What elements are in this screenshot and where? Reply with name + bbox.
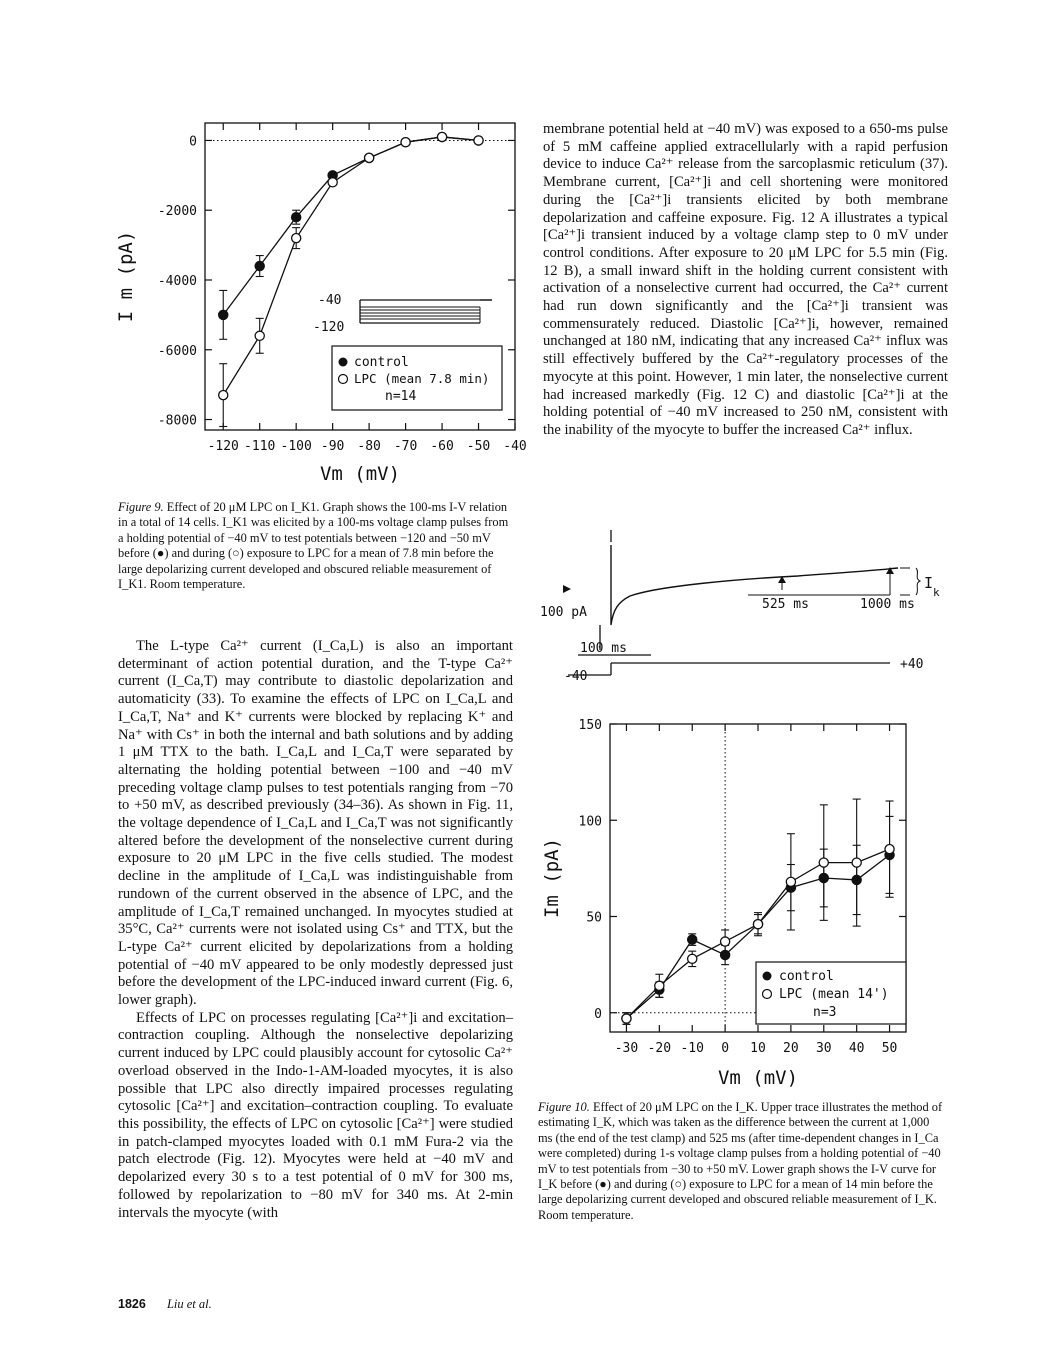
- data-point-lpc: [885, 845, 894, 854]
- data-point-control: [688, 935, 697, 944]
- legend-control-marker: [339, 358, 348, 367]
- fig9-inset-label-hold: -40: [318, 293, 342, 308]
- fig9-legend-n: n=14: [385, 389, 417, 404]
- trace-ik-label: I: [924, 574, 934, 592]
- legend-lpc-marker: [763, 990, 772, 999]
- right-column-text: [543, 121, 948, 440]
- data-point-lpc: [622, 1014, 631, 1023]
- series-line-control: [223, 137, 478, 315]
- y-tick-label: 150: [578, 718, 602, 733]
- trace-ik-subscript: k: [933, 586, 940, 599]
- y-axis-label: Im (pA): [541, 837, 563, 919]
- data-point-lpc: [753, 920, 762, 929]
- y-tick-label: 0: [189, 134, 197, 150]
- paragraph-caffeine: membrane potential held at −40 mV) was exposed to a 650-ms pulse of 5 mM caffeine applied extracellularly with a rapid perfusion device to induce Ca²⁺ release from the sarcoplasmic reticulum (37). Membrane current, [Ca²⁺]i and cell shortening were monitored during the [Ca²⁺]i transients elicited by both membrane depolarization and caffeine exposure. Fig. 12 A illustrates a typical [Ca²⁺]i transient induced by a voltage clamp step to 0 mV under control conditions. After exposure to 20 μM LPC for 5.5 min (Fig. 12 B), a small inward shift in the holding current consistent with activation of a nonselective current had occurred, the Ca²⁺ current had run down significantly and the [Ca²⁺]i transient was commensurately reduced. Diastolic [Ca²⁺]i, however, remained unchanged at 180 nM, indicating that any increased Ca²⁺ influx was still effectively buffered by the Ca²⁺-regulatory processes of the myocyte at this point. However, 1 min later, the nonselective current had increased markedly (Fig. 12 C) and diastolic [Ca²⁺]i at the holding potential of −40 mV increased to 250 nM, consistent with the inability of the myocyte to buffer the increased Ca²⁺ influx.: [543, 121, 948, 438]
- legend-control-marker: [763, 972, 772, 981]
- fig10-voltage-protocol: [564, 641, 923, 684]
- x-tick-label: -100: [280, 439, 312, 454]
- y-tick-label: -6000: [157, 343, 197, 359]
- y-tick-label: -8000: [157, 413, 197, 429]
- fig10-legend-lpc: LPC (mean 14'): [779, 987, 889, 1002]
- left-column-text: [118, 638, 513, 1222]
- trace-label-1000: 1000 ms: [860, 597, 915, 612]
- fig10-legend-control: control: [779, 969, 834, 984]
- y-tick-label: 0: [594, 1006, 602, 1022]
- fig10-legend-n: n=3: [813, 1005, 837, 1020]
- data-point-control: [219, 310, 228, 319]
- data-point-lpc: [328, 178, 337, 187]
- paragraph-calcium-currents: The L-type Ca²⁺ current (I_Ca,L) is also an important determinant of action potential duration, and the T-type Ca²⁺ current (I_Ca,T) may contribute to diastolic depolarization and automaticity (33). To examine the effects of LPC on I_Ca,L and I_Ca,T, Na⁺ and K⁺ currents were blocked by replacing K⁺ and Na⁺ with Cs⁺ in both the internal and bath solutions and by adding 1 μM TTX to the bath. I_Ca,L and I_Ca,T were separated by alternating the holding potential between −100 and −40 mV preceding voltage clamp pulses to test potentials ranging from −70 to +50 mV, as described previously (34–36). As shown in Fig. 11, the voltage dependence of I_Ca,L and I_Ca,T was not significantly altered before the development of the nonselective current during exposure to 20 μM LPC in the five cells studied. The modest decline in the amplitude of I_Ca,L was indistinguishable from rundown of the current observed in the absence of LPC, and the amplitude of I_Ca,T remained unchanged. In myocytes studied at 35°C, Ca²⁺ currents were not isolated using Cs⁺ and TTX, but the L-type Ca²⁺ current elicited by depolarizations from a holding potential of −40 mV appeared to be only modestly depressed just before the development of the LPC-induced inward current (Fig. 6, lower graph).: [118, 638, 513, 1009]
- fig10-current-trace: [540, 530, 940, 650]
- protocol-step-label: +40: [900, 657, 924, 672]
- running-authors: Liu et al.: [166, 1297, 212, 1311]
- y-tick-label: 50: [586, 910, 602, 926]
- x-tick-label: 20: [783, 1041, 799, 1056]
- x-tick-label: -70: [393, 439, 418, 454]
- fig9-legend-lpc: LPC (mean 7.8 min): [354, 371, 490, 386]
- x-tick-label: -50: [466, 439, 491, 454]
- x-tick-label: -120: [207, 439, 239, 454]
- x-axis-label: Vm (mV): [717, 1067, 799, 1089]
- x-tick-label: 0: [721, 1041, 730, 1056]
- y-axis-label: I m (pA): [115, 230, 137, 323]
- figure-9-label: Figure 9.: [118, 500, 164, 514]
- x-tick-label: -30: [614, 1041, 639, 1056]
- fig10-legend: [756, 962, 906, 1024]
- figure-9-caption: [118, 500, 513, 592]
- y-tick-label: -2000: [157, 204, 197, 220]
- data-point-lpc: [292, 234, 301, 243]
- trace-scale-time: 100 ms: [580, 641, 627, 656]
- page-number: 1826: [118, 1297, 146, 1311]
- data-point-lpc: [401, 138, 410, 147]
- data-point-lpc: [819, 858, 828, 867]
- fig9-inset-label-test: -120: [313, 320, 345, 335]
- figure-10-trace: [538, 530, 948, 690]
- x-tick-label: -60: [430, 439, 454, 454]
- data-point-lpc: [852, 858, 861, 867]
- y-tick-label: 100: [578, 814, 602, 830]
- x-tick-label: -90: [320, 439, 345, 454]
- page-footer: [118, 1297, 212, 1312]
- protocol-hold-label: -40: [564, 669, 588, 684]
- trace-scale-current: 100 pA: [540, 605, 587, 620]
- x-axis-label: Vm (mV): [319, 463, 401, 485]
- x-tick-label: -10: [680, 1041, 704, 1056]
- data-point-control: [292, 213, 301, 222]
- data-point-lpc: [786, 877, 795, 886]
- fig9-legend-control: control: [354, 355, 409, 370]
- data-point-control: [255, 261, 264, 270]
- data-point-lpc: [721, 937, 730, 946]
- fig9-inset-protocol: [313, 293, 492, 335]
- x-tick-label: -20: [647, 1041, 672, 1056]
- x-tick-label: 40: [848, 1041, 865, 1056]
- figure-9-chart: [110, 118, 530, 498]
- x-tick-label: -40: [503, 439, 527, 454]
- arrow-marker-icon: [563, 585, 571, 593]
- data-point-lpc: [437, 132, 446, 141]
- x-tick-label: 10: [750, 1041, 766, 1056]
- figure-9-caption-text: Effect of 20 μM LPC on I_K1. Graph shows the 100-ms I-V relation in a total of 14 cells. I_K1 was elicited by a 100-ms voltage clamp pulses from a holding potential of −40 mV to test potentials between −120 and −50 mV before (●) and during (○) exposure to LPC for a mean of 7.8 min before the large depolarizing current developed and obscured reliable measurement of I_K1. Room temperature.: [118, 500, 509, 592]
- x-tick-label: 50: [881, 1041, 898, 1056]
- trace-label-525: 525 ms: [762, 597, 809, 612]
- x-tick-label: -80: [357, 439, 381, 454]
- x-tick-label: -110: [244, 439, 276, 454]
- data-point-lpc: [219, 391, 228, 400]
- data-point-lpc: [688, 954, 697, 963]
- data-point-lpc: [474, 136, 483, 145]
- paragraph-ec-coupling: Effects of LPC on processes regulating [Ca²⁺]i and excitation–contraction coupling. Although the nonselective depolarizing current induced by LPC could plausibly account for cytosolic Ca²⁺ overload observed in the Indo-1-AM-loaded myocytes, it is also possible that LPC also directly impaired processes regulating cytosolic [Ca²⁺] and excitation–contraction coupling. To evaluate this possibility, the effects of LPC on cytosolic [Ca²⁺] were studied in patch-clamped myocytes loaded with 0.1 mM Fura-2 via the patch electrode (Fig. 12). Myocytes were held at −40 mV and depolarized every 30 s to a test potential of 0 mV for 300 ms, followed by repolarization to −80 mV for 340 ms. At 2-min intervals the myocyte (with: [118, 1009, 513, 1221]
- legend-lpc-marker: [339, 375, 348, 384]
- data-point-lpc: [365, 153, 374, 162]
- x-tick-label: 30: [815, 1041, 832, 1056]
- figure-10-caption: [538, 1100, 943, 1223]
- data-point-lpc: [255, 331, 264, 340]
- figure-10-caption-text: Effect of 20 μM LPC on the I_K. Upper trace illustrates the method of estimating I_K, which was taken as the difference between the current at 1,000 ms (the end of the test clamp) and 525 ms (after time-dependent changes in I_Ca were completed) during 1-s voltage clamp pulses from a holding potential of −40 mV to test potentials from −30 to +50 mV. Lower graph shows the I-V curve for I_K before (●) and during (○) exposure to LPC for a mean of 14 min before the large depolarizing current developed and obscured reliable measurement of I_K. Room temperature.: [538, 1100, 943, 1222]
- y-tick-label: -4000: [157, 273, 197, 289]
- figure-10-label: Figure 10.: [538, 1100, 590, 1114]
- fig9-legend: [332, 346, 502, 410]
- data-point-lpc: [655, 981, 664, 990]
- figure-10-chart: [538, 712, 948, 1092]
